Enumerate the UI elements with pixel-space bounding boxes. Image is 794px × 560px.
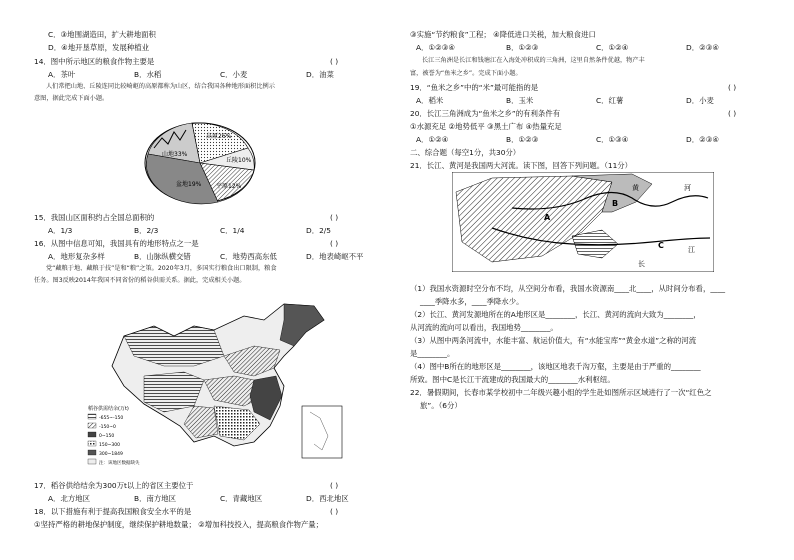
map-label-b: B: [612, 199, 619, 208]
q14-option-b[interactable]: B．水稻: [134, 70, 162, 79]
q19-option-b[interactable]: B．玉米: [506, 96, 534, 105]
intro-delta-line2: 富，被誉为“鱼米之乡”。完成下面小题。: [410, 70, 522, 77]
pie-label-basin: 盆地19%: [176, 181, 202, 188]
q17-option-d[interactable]: D．西北地区: [306, 494, 349, 503]
pie-label-plateau: 高原26%: [206, 133, 232, 140]
q13-option-c[interactable]: C．③地围湖造田，扩大耕地面积: [48, 30, 156, 39]
q18-option-c[interactable]: C．①②④: [596, 43, 629, 52]
q19-option-d[interactable]: D．小麦: [686, 96, 714, 105]
q16-option-b[interactable]: B．山脉纵横交错: [134, 252, 191, 261]
terrain-pie-chart: [140, 108, 260, 208]
q18-option-a[interactable]: A．①②③④: [416, 43, 455, 52]
legend-range-5: 300~1849: [99, 452, 123, 457]
q14-option-d[interactable]: D．油菜: [306, 70, 334, 79]
q19-option-a[interactable]: A．稻米: [416, 96, 444, 105]
q20-option-a[interactable]: A．①②④: [416, 135, 449, 144]
q18-stem: 18．以下措施有利于提高我国粮食安全水平的是: [34, 507, 192, 516]
q21-part1-line2: ____季降水多，____季降水少。: [420, 297, 524, 306]
q15-option-b[interactable]: B．2/3: [134, 226, 159, 235]
q17-answer-blank[interactable]: ( ): [330, 481, 339, 490]
pie-label-plain: 平原12%: [216, 183, 242, 190]
q16-option-d[interactable]: D．地表崎岖不平: [306, 252, 364, 261]
map-label-jiang: 江: [688, 246, 695, 254]
q18-option-d[interactable]: D．②③④: [686, 43, 719, 52]
q20-stem: 20．长江三角洲成为“鱼米之乡”的有利条件有: [410, 109, 561, 118]
pie-label-mountain: 山地33%: [162, 151, 188, 158]
intro-delta-line1: 长江三角洲是长江和钱塘江在入海处冲积成的三角洲，这里自然条件优越，物产丰: [422, 57, 645, 64]
section-2-heading: 二、综合题（每空1分，共30分）: [410, 148, 521, 157]
q20-answer-blank[interactable]: ( ): [728, 109, 737, 118]
q15-option-d[interactable]: D．2/5: [306, 226, 331, 235]
q17-option-b[interactable]: B．南方地区: [134, 494, 177, 503]
legend-range-3: 0~150: [99, 434, 115, 439]
q16-answer-blank[interactable]: ( ): [330, 239, 339, 248]
q18-option-b[interactable]: B．①②③: [506, 43, 539, 52]
china-rice-map: [84, 296, 354, 476]
q22-stem-line2: 旅”。（6分）: [420, 401, 462, 410]
map-label-chang: 长: [638, 260, 645, 268]
map-label-he: 河: [684, 184, 691, 192]
map-label-huang: 黄: [632, 184, 639, 192]
q15-option-a[interactable]: A．1/3: [48, 226, 73, 235]
legend-title: 稻谷供需结余(万t): [88, 406, 129, 412]
pie-label-hill: 丘陵10%: [226, 157, 252, 164]
q21-part4-line1: （4）图中B所在的地形区是________，该地区地表千沟万壑，主要是由于严重的________: [410, 362, 701, 371]
q19-option-c[interactable]: C．红薯: [596, 96, 624, 105]
q14-option-a[interactable]: A．茶叶: [48, 70, 76, 79]
q13-option-d[interactable]: D．④地开垦草原，发展种植业: [48, 43, 150, 52]
q16-option-c[interactable]: C．地势西高东低: [220, 252, 277, 261]
q16-option-a[interactable]: A．地形复杂多样: [48, 252, 105, 261]
q15-answer-blank[interactable]: ( ): [330, 213, 339, 222]
q22-stem-line1: 22．暑假期间，长春市某学校初中二年级兴趣小组的学生赴如图所示区域进行了一次“红色之: [410, 388, 712, 397]
q20-statements: ①水源充足 ②地势低平 ③黑土广布 ④热量充足: [410, 122, 562, 131]
q17-option-a[interactable]: A．北方地区: [48, 494, 91, 503]
q20-option-b[interactable]: B．①②③: [506, 135, 539, 144]
q19-stem: 19．“鱼米之乡”中的“米”最可能指的是: [410, 83, 539, 92]
q18-answer-blank[interactable]: ( ): [330, 507, 339, 516]
legend-range-4: 150~300: [99, 443, 120, 448]
intro-terrain-line1: 人们常把山地、丘陵连同比较崎岖的高原都称为山区，结合我国各种地形面积比例示: [46, 83, 275, 90]
q20-option-c[interactable]: C．①③④: [596, 135, 629, 144]
intro-terrain-line2: 意图，据此完成下面小题。: [34, 95, 109, 102]
intro-grain-line1: 党“藏粮于地、藏粮于技”是和“粮”之策。2020年3月，多国实行粮食出口限制，粮食: [46, 265, 277, 272]
q17-option-c[interactable]: C．青藏地区: [220, 494, 263, 503]
rivers-map: [452, 172, 714, 272]
q14-option-c[interactable]: C．小麦: [220, 70, 248, 79]
q21-part2-line1: （2）长江、黄河发源地所在的A地形区是________，长江、黄河的流向大致为________，: [410, 310, 701, 319]
q21-part4-line2: 所致。图中C是长江干流建成的我国最大的________水利枢纽。: [410, 375, 615, 384]
q14-stem: 14．图中所示地区的粮食作物主要是: [34, 57, 155, 66]
legend-range-1: -655~-150: [99, 416, 124, 421]
q20-option-d[interactable]: D．②③④: [686, 135, 719, 144]
q15-stem: 15．我国山区面积约占全国总面积的: [34, 213, 155, 222]
q16-stem: 16．从图中信息可知，我国具有的地形特点之一是: [34, 239, 199, 248]
q21-part3-line2: 是________。: [410, 349, 455, 358]
legend-missing: 注：该地区数据缺失: [99, 461, 140, 466]
map-label-c: C: [658, 241, 664, 250]
q15-option-c[interactable]: C．1/4: [220, 226, 245, 235]
legend-range-2: -150~0: [99, 425, 116, 430]
q21-part2-line2: 从河流的流向可以看出，我国地势________。: [410, 323, 558, 332]
q21-stem: 21．长江、黄河是我国两大河流。读下图，回答下列问题。（11分）: [410, 161, 633, 170]
map-label-a: A: [544, 213, 551, 222]
q17-stem: 17．稻谷供给结余为300万t以上的省区主要位于: [34, 481, 194, 490]
q21-part1-line1: （1）我国水资源时空分布不均，从空间分布看，我国水资源南____北____，从时间分布看，____: [410, 284, 726, 293]
q19-answer-blank[interactable]: ( ): [728, 83, 737, 92]
q18-statements-line1: ①坚持严格的耕地保护制度，继续保护耕地数量； ②增加科技投入，提高粮食作物产量；: [34, 520, 324, 529]
q18-statements-line2: ③实施“节约粮食”工程； ④降低进口关税，加大粮食进口: [410, 30, 596, 39]
q14-answer-blank[interactable]: ( ): [330, 57, 339, 66]
intro-grain-line2: 任务。图3反映2014年我国不同省份的稻谷供需关系。据此，完成相关小题。: [34, 277, 246, 284]
q21-part3-line1: （3）从图中两条河流中，水能丰富、航运价值大，有“水能宝库”“黄金水道”之称的河流: [410, 336, 697, 345]
